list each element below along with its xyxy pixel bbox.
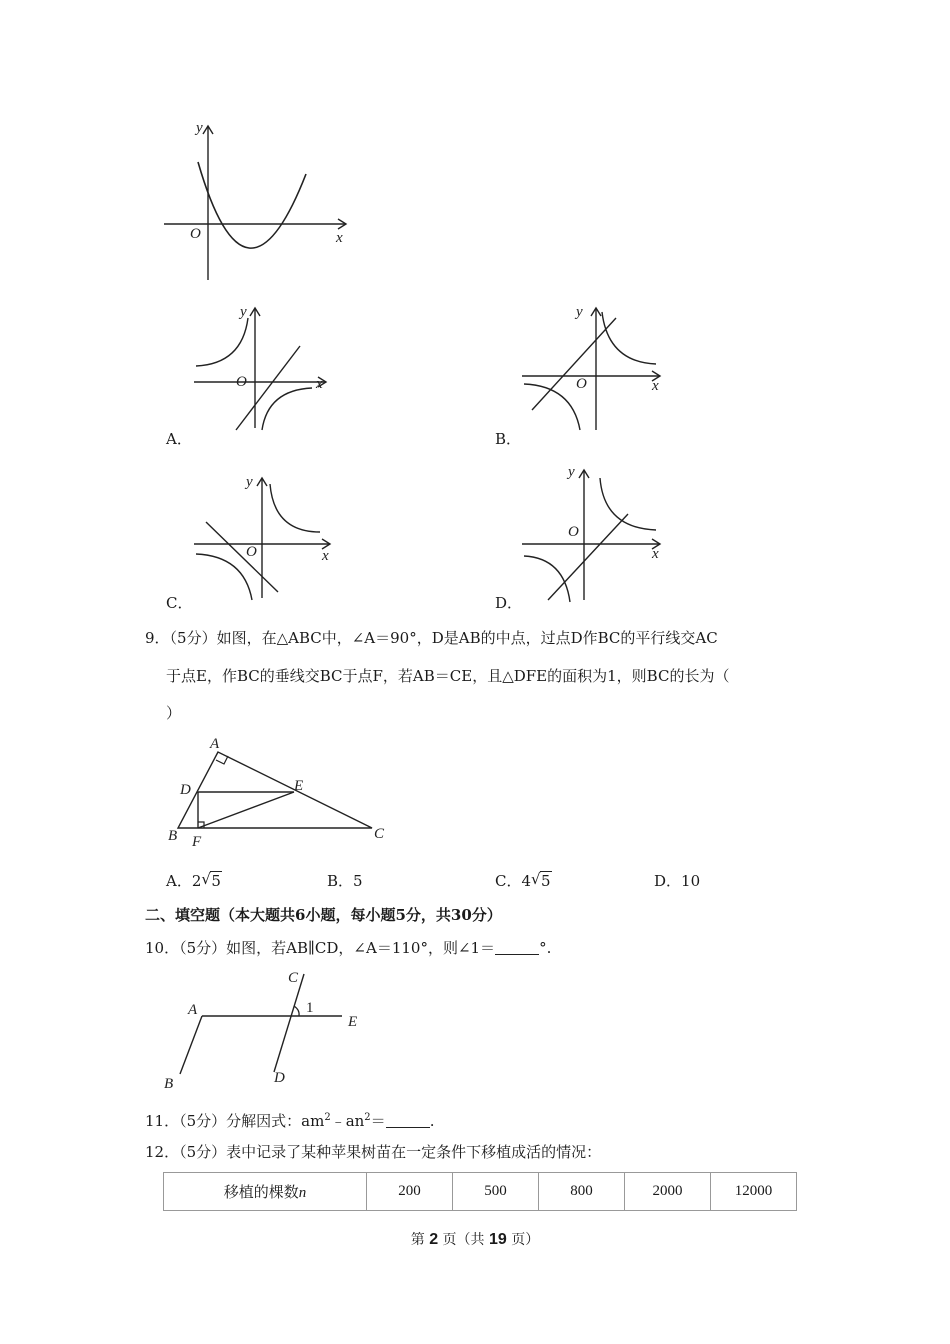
option-c-label[interactable]: C． bbox=[166, 594, 193, 612]
axis-label-y: y bbox=[196, 120, 203, 136]
table-cell: 500 bbox=[453, 1173, 539, 1211]
angle-1-label: 1 bbox=[306, 1000, 314, 1016]
q9-line-1: 9．（5分）如图，在△ABC中，∠A＝90°，D是AB的中点，过点D作BC的平行线交AC bbox=[145, 629, 718, 647]
option-d-graph bbox=[518, 462, 668, 607]
axis-label-origin: O bbox=[190, 226, 201, 242]
q9-option-a-text: A．2 bbox=[166, 872, 202, 890]
q11-equals: ＝ bbox=[370, 1112, 386, 1130]
table-cell: 200 bbox=[367, 1173, 453, 1211]
parabola-figure bbox=[160, 118, 360, 288]
table-header-variable: n bbox=[298, 1185, 307, 1201]
vertex-f-label: F bbox=[192, 834, 202, 850]
q9-option-d[interactable]: D．10 bbox=[654, 872, 701, 890]
q9-option-b[interactable]: B．5 bbox=[327, 872, 363, 890]
option-b-label[interactable]: B． bbox=[495, 430, 522, 448]
q10-suffix: °. bbox=[539, 939, 552, 957]
q9-line-2: 于点E，作BC的垂线交BC于点F，若AB＝CE，且△DFE的面积为1，则BC的长为（ bbox=[166, 667, 730, 685]
axis-label-y: y bbox=[246, 474, 253, 490]
triangle-figure bbox=[160, 732, 400, 852]
q9-option-c-text: C．4 bbox=[495, 872, 532, 890]
q9-option-a-radicand: 5 bbox=[211, 872, 221, 890]
axis-label-x: x bbox=[322, 548, 329, 564]
q11-text bbox=[145, 1108, 434, 1131]
option-a-graph bbox=[190, 300, 340, 435]
q11-mid: ﹣an bbox=[330, 1112, 365, 1130]
answer-blank[interactable] bbox=[386, 1113, 430, 1128]
axis-label-y: y bbox=[240, 304, 247, 320]
q11-exponent-1: 2 bbox=[324, 1112, 331, 1123]
vertex-b-label: B bbox=[168, 828, 178, 844]
q10-text bbox=[145, 938, 551, 958]
vertex-e-label: E bbox=[294, 778, 304, 794]
option-c-graph bbox=[190, 470, 340, 605]
table-header-cell bbox=[164, 1173, 367, 1211]
q11-suffix: . bbox=[429, 1112, 435, 1130]
option-a-label[interactable]: A． bbox=[166, 430, 192, 448]
q11-exponent-2: 2 bbox=[364, 1112, 371, 1123]
option-b-graph bbox=[518, 300, 668, 435]
q10-prefix: 10．（5分）如图，若AB∥CD，∠A＝110°，则∠1＝ bbox=[145, 939, 496, 957]
vertex-c-label: C bbox=[374, 826, 385, 842]
q9-option-a[interactable] bbox=[166, 870, 222, 891]
axis-label-origin: O bbox=[246, 544, 257, 560]
option-d-label[interactable]: D． bbox=[495, 594, 523, 612]
axis-label-origin: O bbox=[568, 524, 579, 540]
footer-suffix: 页） bbox=[511, 1232, 540, 1248]
axis-label-y: y bbox=[576, 304, 583, 320]
axis-label-x: x bbox=[652, 378, 659, 394]
q9-line-3: ） bbox=[166, 704, 182, 722]
sqrt-icon: √ 5 bbox=[531, 870, 551, 890]
axis-label-origin: O bbox=[236, 374, 247, 390]
vertex-a-label: A bbox=[210, 736, 220, 752]
axis-label-y: y bbox=[568, 464, 575, 480]
axis-label-x: x bbox=[652, 546, 659, 562]
table-header-text: 移植的棵数 bbox=[223, 1185, 299, 1201]
page-number: 2 bbox=[429, 1231, 439, 1248]
table-cell: 800 bbox=[539, 1173, 625, 1211]
q9-option-c[interactable] bbox=[495, 870, 552, 891]
axis-label-origin: O bbox=[576, 376, 587, 392]
page-footer bbox=[0, 1229, 950, 1249]
table-row bbox=[164, 1173, 797, 1211]
footer-mid: 页（共 bbox=[442, 1232, 485, 1248]
section-2-title: 二、填空题（本大题共6小题，每小题5分，共30分） bbox=[145, 906, 502, 924]
point-b-label: B bbox=[164, 1076, 174, 1092]
footer-prefix: 第 bbox=[410, 1232, 425, 1248]
point-e-label: E bbox=[348, 1014, 358, 1030]
axis-label-x: x bbox=[336, 230, 343, 246]
axis-label-x: x bbox=[316, 376, 323, 392]
transplant-table bbox=[163, 1172, 797, 1211]
table-cell: 2000 bbox=[625, 1173, 711, 1211]
table-cell: 12000 bbox=[711, 1173, 797, 1211]
point-a-label: A bbox=[188, 1002, 198, 1018]
point-d-label: D bbox=[274, 1070, 285, 1086]
parallel-lines-figure bbox=[160, 962, 380, 1092]
vertex-d-label: D bbox=[180, 782, 191, 798]
sqrt-icon: √ 5 bbox=[201, 870, 221, 890]
page-total: 19 bbox=[489, 1231, 507, 1248]
q12-text: 12．（5分）表中记录了某种苹果树苗在一定条件下移植成活的情况： bbox=[145, 1143, 602, 1161]
point-c-label: C bbox=[288, 970, 299, 986]
q9-option-c-radicand: 5 bbox=[541, 872, 551, 890]
q11-prefix: 11．（5分）分解因式：am bbox=[145, 1112, 325, 1130]
answer-blank[interactable] bbox=[495, 940, 539, 955]
